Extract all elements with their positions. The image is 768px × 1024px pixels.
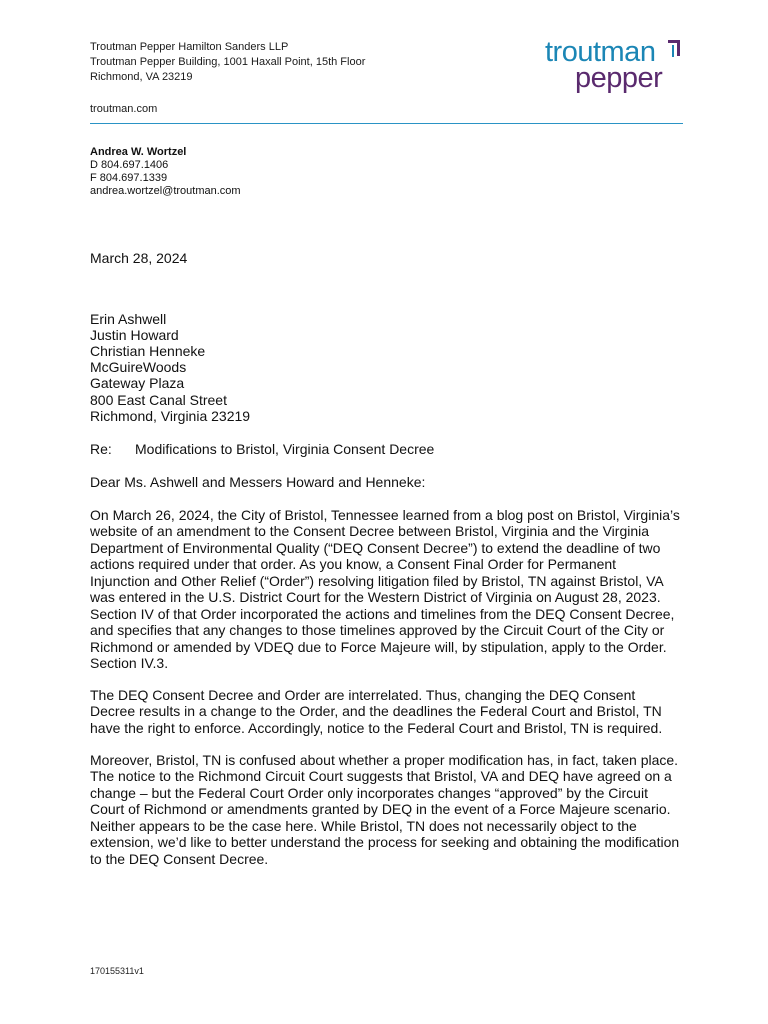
paragraph-line: extension, we’d like to better understand the process for seeking and obtaining the modification (90, 834, 680, 851)
recipient-line: Erin Ashwell (90, 311, 167, 327)
re-subject: Modifications to Bristol, Virginia Consent Decree (135, 441, 435, 457)
body-paragraph-3 (90, 752, 690, 867)
paragraph-line: was entered in the U.S. District Court for the Western District of Virginia on August 28, 2023. (90, 589, 661, 606)
paragraph-line: and specifies that any changes to those timelines approved by the Circuit Court of the City or (90, 622, 665, 639)
recipient-line: 800 East Canal Street (90, 392, 227, 408)
recipient-line: McGuireWoods (90, 359, 187, 375)
paragraph-line: On March 26, 2024, the City of Bristol, Tennessee learned from a blog post on Bristol, Virginia’s (90, 507, 680, 523)
paragraph-line: Decree results in a change to the Order, and the deadlines the Federal Court and Bristol, TN (90, 703, 662, 720)
paragraph-line: Section IV of that Order incorporated the actions and timelines from the DEQ Consent Decree, (90, 605, 675, 622)
paragraph-line: Court of Richmond or amendments granted by DEQ in the event of a Force Majeure scenario. (90, 801, 671, 818)
sender-name: Andrea W. Wortzel (90, 146, 187, 158)
paragraph-line: The DEQ Consent Decree and Order are interrelated. Thus, changing the DEQ Consent (90, 687, 636, 703)
letterhead-divider (90, 123, 683, 124)
document-id: 170155311v1 (90, 966, 144, 976)
paragraph-line: Section IV.3. (90, 655, 169, 672)
firm-address-line1: Troutman Pepper Building, 1001 Haxall Point, 15th Floor (90, 56, 366, 68)
paragraph-line: actions required under that order. As you know, a Consent Final Order for Permanent (90, 556, 617, 573)
logo-mark-icon (668, 40, 682, 58)
firm-logo (540, 36, 690, 98)
paragraph-line: The notice to the Richmond Circuit Court suggests that Bristol, VA and DEQ have agreed on a (90, 768, 672, 785)
body-paragraph-2 (90, 687, 690, 736)
re-label: Re: (90, 441, 112, 457)
recipient-line: Richmond, Virginia 23219 (90, 408, 251, 424)
recipient-line: Christian Henneke (90, 343, 206, 359)
firm-address-line2: Richmond, VA 23219 (90, 71, 193, 83)
paragraph-line: Neither appears to be the case here. While Bristol, TN does not necessarily object to the (90, 817, 637, 834)
sender-direct-phone: D 804.697.1406 (90, 159, 169, 171)
recipient-line: Justin Howard (90, 327, 179, 343)
paragraph-line: change – but the Federal Court Order only incorporates changes “approved” by the Circuit (90, 784, 648, 801)
paragraph-line: Department of Environmental Quality (“DEQ Consent Decree”) to extend the deadline of two (90, 539, 661, 556)
letter-date: March 28, 2024 (90, 250, 188, 266)
sender-fax: F 804.697.1339 (90, 172, 168, 184)
recipient-line: Gateway Plaza (90, 375, 185, 391)
paragraph-line: have the right to enforce. Accordingly, notice to the Federal Court and Bristol, TN is required. (90, 719, 663, 736)
body-paragraph-1 (90, 507, 690, 672)
firm-website: troutman.com (90, 103, 158, 115)
firm-name: Troutman Pepper Hamilton Sanders LLP (90, 41, 289, 53)
salutation: Dear Ms. Ashwell and Messers Howard and Henneke: (90, 474, 426, 490)
paragraph-line: to the DEQ Consent Decree. (90, 850, 269, 867)
logo-word-troutman: troutman (545, 36, 656, 68)
paragraph-line: website of an amendment to the Consent Decree between Bristol, Virginia and the Virginia (90, 523, 650, 540)
paragraph-line: Moreover, Bristol, TN is confused about whether a proper modification has, in fact, taken place. (90, 752, 679, 768)
paragraph-line: Richmond or amended by VDEQ due to Force Majeure will, by stipulation, apply to the Order. (90, 638, 667, 655)
paragraph-line: Injunction and Other Relief (“Order”) resolving litigation filed by Bristol, TN against Bristol, VA (90, 572, 664, 589)
logo-word-pepper: pepper (575, 62, 663, 94)
sender-email: andrea.wortzel@troutman.com (90, 185, 241, 197)
